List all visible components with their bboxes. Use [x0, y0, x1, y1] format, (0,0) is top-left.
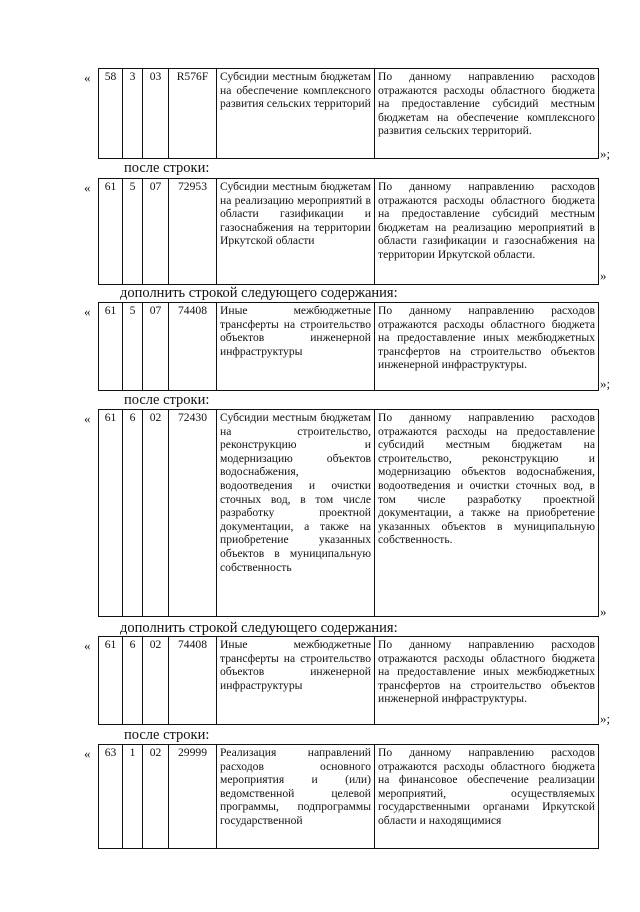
- budget-row-table: [98, 302, 599, 391]
- program-code-cell: 58: [99, 69, 123, 159]
- budget-row-block: [98, 409, 598, 617]
- program-code-cell: 61: [99, 303, 123, 391]
- budget-row-table: [98, 178, 599, 285]
- closing-quote: »;: [600, 146, 611, 161]
- expense-description-cell: По данному направлению расходов отражаются расходы областного бюджета на предоставление субсидий местным бюджетам на обеспечение комплексного развития сельских территорий.: [375, 69, 599, 159]
- subprogram-code-cell: 6: [123, 637, 143, 725]
- opening-quote: «: [84, 304, 91, 319]
- budget-row-block: [98, 744, 598, 849]
- section-heading: после строки:: [124, 727, 210, 743]
- expense-name-cell: Субсидии местным бюджетам на реализацию мероприятий в области газификации и газоснабжения на территории Иркутской области: [217, 179, 375, 285]
- direction-code-cell: 72430: [169, 410, 217, 617]
- expense-description-cell: По данному направлению расходов отражаются расходы областного бюджета на предоставление субсидий местным бюджетам на реализацию мероприятий в области газификации и газоснабжения на территории Иркутской области.: [375, 179, 599, 285]
- budget-row-block: [98, 68, 598, 159]
- closing-quote: »: [600, 604, 607, 619]
- event-code-cell: 03: [143, 69, 169, 159]
- direction-code-cell: 72953: [169, 179, 217, 285]
- expense-description-cell: По данному направлению расходов отражаются расходы областного бюджета на предоставление иных межбюджетных трансфертов на строительство объектов инженерной инфраструктуры.: [375, 303, 599, 391]
- section-heading: после строки:: [124, 160, 210, 176]
- budget-row-table: [98, 636, 599, 725]
- opening-quote: «: [84, 180, 91, 195]
- budget-row-table: [98, 744, 599, 849]
- table-row: [99, 179, 599, 285]
- section-heading: дополнить строкой следующего содержания:: [120, 285, 398, 301]
- direction-code-cell: 29999: [169, 745, 217, 849]
- opening-quote: «: [84, 70, 91, 85]
- table-row: [99, 303, 599, 391]
- event-code-cell: 02: [143, 410, 169, 617]
- opening-quote: «: [84, 638, 91, 653]
- program-code-cell: 63: [99, 745, 123, 849]
- subprogram-code-cell: 6: [123, 410, 143, 617]
- subprogram-code-cell: 1: [123, 745, 143, 849]
- closing-quote: »;: [600, 376, 611, 391]
- expense-name-cell: Субсидии местным бюджетам на обеспечение комплексного развития сельских территорий: [217, 69, 375, 159]
- section-heading: дополнить строкой следующего содержания:: [120, 620, 398, 636]
- expense-description-cell: По данному направлению расходов отражаются расходы на предоставление субсидий местным бюджетам на строительство, реконструкцию и модернизацию объектов водоснабжения, водоотведения и очистки сточных вод, в том числе разработку проектной документации, а также на приобретение указанных объектов в муниципальную собственность.: [375, 410, 599, 617]
- budget-row-block: [98, 636, 598, 725]
- event-code-cell: 07: [143, 303, 169, 391]
- table-row: [99, 637, 599, 725]
- budget-row-block: [98, 178, 598, 285]
- table-row: [99, 410, 599, 617]
- table-row: [99, 745, 599, 849]
- budget-row-table: [98, 409, 599, 617]
- expense-name-cell: Иные межбюджетные трансферты на строительство объектов инженерной инфраструктуры: [217, 303, 375, 391]
- budget-row-block: [98, 302, 598, 391]
- direction-code-cell: 74408: [169, 303, 217, 391]
- opening-quote: «: [84, 746, 91, 761]
- direction-code-cell: 74408: [169, 637, 217, 725]
- program-code-cell: 61: [99, 410, 123, 617]
- subprogram-code-cell: 5: [123, 179, 143, 285]
- subprogram-code-cell: 3: [123, 69, 143, 159]
- event-code-cell: 02: [143, 637, 169, 725]
- closing-quote: »: [600, 268, 607, 283]
- expense-name-cell: Иные межбюджетные трансферты на строительство объектов инженерной инфраструктуры: [217, 637, 375, 725]
- table-row: [99, 69, 599, 159]
- closing-quote: »;: [600, 711, 611, 726]
- subprogram-code-cell: 5: [123, 303, 143, 391]
- expense-name-cell: Реализация направлений расходов основного мероприятия и (или) ведомственной целевой программы, подпрограммы государственной: [217, 745, 375, 849]
- event-code-cell: 07: [143, 179, 169, 285]
- program-code-cell: 61: [99, 179, 123, 285]
- opening-quote: «: [84, 411, 91, 426]
- expense-description-cell: По данному направлению расходов отражаются расходы областного бюджета на финансовое обеспечение реализации мероприятий, осуществляемых государственными органами Иркутской области и находящимися: [375, 745, 599, 849]
- section-heading: после строки:: [124, 392, 210, 408]
- expense-description-cell: По данному направлению расходов отражаются расходы областного бюджета на предоставление иных межбюджетных трансфертов на строительство объектов инженерной инфраструктуры.: [375, 637, 599, 725]
- expense-name-cell: Субсидии местным бюджетам на строительство, реконструкцию и модернизацию объектов водоснабжения, водоотведения и очистки сточных вод, в том числе разработку проектной документации, а также на приобретение указанных объектов в муниципальную собственность: [217, 410, 375, 617]
- direction-code-cell: R576F: [169, 69, 217, 159]
- budget-row-table: [98, 68, 599, 159]
- event-code-cell: 02: [143, 745, 169, 849]
- program-code-cell: 61: [99, 637, 123, 725]
